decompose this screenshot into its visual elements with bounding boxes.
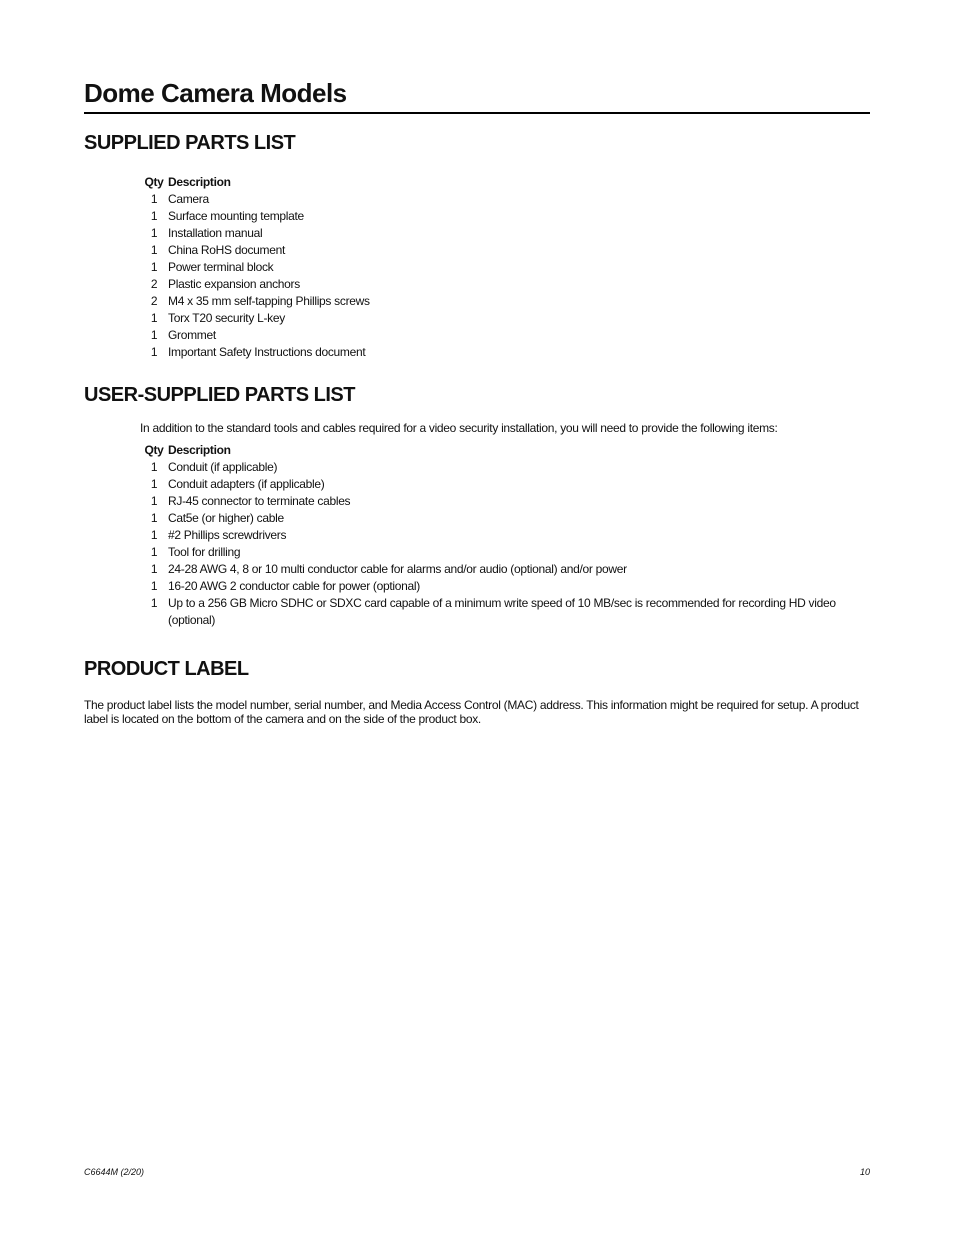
description-cell: Torx T20 security L-key <box>168 311 285 325</box>
table-row <box>140 242 370 259</box>
qty-cell: 1 <box>150 562 158 576</box>
qty-cell: 1 <box>150 192 158 206</box>
table-row <box>140 595 840 629</box>
table-header-row <box>140 174 370 191</box>
qty-cell: 1 <box>150 511 158 525</box>
table-row <box>140 344 370 361</box>
supplied-parts-table <box>140 174 370 361</box>
table-row <box>140 493 840 510</box>
qty-cell: 1 <box>150 243 158 257</box>
table-row <box>140 310 370 327</box>
description-cell: #2 Phillips screwdrivers <box>168 528 287 542</box>
description-cell: Installation manual <box>168 226 263 240</box>
user-supplied-parts-table <box>140 442 840 629</box>
qty-cell: 1 <box>150 209 158 223</box>
table-row <box>140 276 370 293</box>
description-cell: Grommet <box>168 328 216 342</box>
qty-cell: 1 <box>150 460 158 474</box>
table-row <box>140 327 370 344</box>
description-cell: Camera <box>168 192 209 206</box>
supplied-parts-heading: SUPPLIED PARTS LIST <box>84 132 296 154</box>
qty-cell: 1 <box>150 528 158 542</box>
footer-doc-code: C6644M (2/20) <box>84 1167 145 1177</box>
qty-cell: 1 <box>150 345 158 359</box>
description-cell: Cat5e (or higher) cable <box>168 511 284 525</box>
qty-cell: 1 <box>150 579 158 593</box>
qty-cell: 1 <box>150 260 158 274</box>
qty-cell: 1 <box>150 477 158 491</box>
qty-column-header: Qty <box>144 443 164 457</box>
page-title: Dome Camera Models <box>84 76 870 114</box>
description-cell: Plastic expansion anchors <box>168 277 300 291</box>
description-cell: Surface mounting template <box>168 209 304 223</box>
description-cell: Power terminal block <box>168 260 274 274</box>
user-supplied-parts-heading: USER-SUPPLIED PARTS LIST <box>84 384 355 406</box>
footer-page-number: 10 <box>859 1167 870 1177</box>
qty-column-header: Qty <box>144 175 164 189</box>
product-label-text: The product label lists the model number, serial number, and Media Access Control (MAC) address. This information might be required for setup. A product label is located on the bottom of the camera and on the side of the product box. <box>84 698 859 726</box>
product-label-heading: PRODUCT LABEL <box>84 658 249 680</box>
table-row <box>140 527 840 544</box>
description-cell: Important Safety Instructions document <box>168 345 366 359</box>
description-column-header: Description <box>168 175 231 189</box>
qty-cell: 1 <box>150 328 158 342</box>
description-cell: 16-20 AWG 2 conductor cable for power (optional) <box>168 579 420 593</box>
description-cell: Conduit adapters (if applicable) <box>168 477 325 491</box>
qty-cell: 1 <box>150 311 158 325</box>
description-column-header: Description <box>168 443 231 457</box>
qty-cell: 1 <box>150 494 158 508</box>
description-cell: Tool for drilling <box>168 545 241 559</box>
table-header-row <box>140 442 840 459</box>
qty-cell: 2 <box>150 277 158 291</box>
table-row <box>140 259 370 276</box>
qty-cell: 1 <box>150 596 158 610</box>
table-row <box>140 191 370 208</box>
table-row <box>140 225 370 242</box>
description-cell: Conduit (if applicable) <box>168 460 278 474</box>
qty-cell: 1 <box>150 545 158 559</box>
description-cell: M4 x 35 mm self-tapping Phillips screws <box>168 294 370 308</box>
table-row <box>140 459 840 476</box>
table-row <box>140 561 840 578</box>
table-row <box>140 544 840 561</box>
table-row <box>140 476 840 493</box>
description-cell: Up to a 256 GB Micro SDHC or SDXC card capable of a minimum write speed of 10 MB/sec is recommended for recording HD video (optional) <box>168 596 836 627</box>
description-cell: China RoHS document <box>168 243 286 257</box>
user-supplied-intro: In addition to the standard tools and cables required for a video security installation, you will need to provide the following items: <box>140 421 778 435</box>
qty-cell: 1 <box>150 226 158 240</box>
description-cell: 24-28 AWG 4, 8 or 10 multi conductor cable for alarms and/or audio (optional) and/or power <box>168 562 627 576</box>
qty-cell: 2 <box>150 294 158 308</box>
table-row <box>140 293 370 310</box>
table-row <box>140 208 370 225</box>
description-cell: RJ-45 connector to terminate cables <box>168 494 351 508</box>
table-row <box>140 510 840 527</box>
table-row <box>140 578 840 595</box>
